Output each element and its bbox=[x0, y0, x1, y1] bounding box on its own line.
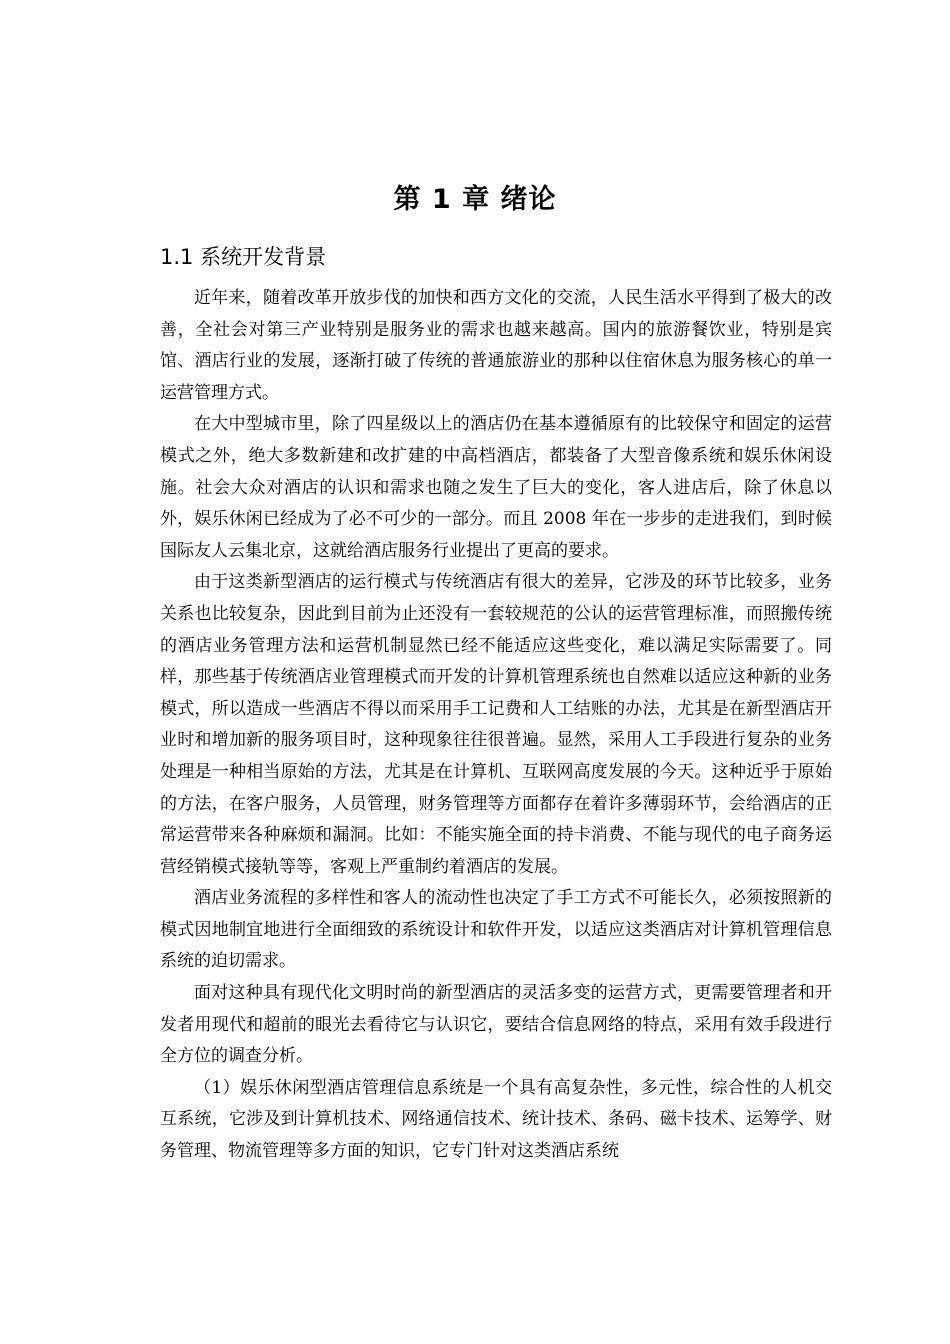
paragraph-6: （1）娱乐休闲型酒店管理信息系统是一个具有高复杂性，多元性，综合性的人机交互系统，它涉及到计算机技术、网络通信技术、统计技术、条码、磁卡技术、运筹学、财务管理、物流管理等多方面的知识，它专门针对这类酒店系统 bbox=[160, 1077, 832, 1162]
paragraph-4: 酒店业务流程的多样性和客人的流动性也决定了手工方式不可能长久，必须按照新的模式因地制宜地进行全面细致的系统设计和软件开发，以适应这类酒店对计算机管理信息系统的迫切需求。 bbox=[160, 888, 832, 972]
section-heading: 1.1 系统开发背景 bbox=[160, 245, 327, 269]
paragraph-3: 由于这类新型酒店的运行模式与传统酒店有很大的差异，它涉及的环节比较多，业务关系也比较复杂，因此到目前为止还没有一套较规范的公认的运营管理标准，而照搬传统的酒店业务管理方法和运营机制显然已经不能适应这些变化，难以满足实际需要了。同样，那些基于传统酒店业管理模式而开发的计算机管理系统也自然难以适应这种新的业务模式，所以造成一些酒店不得以而采用手工记费和人工结账的办法，尤其是在新型酒店开业时和增加新的服务项目时，这种现象往往很普遍。显然，采用人工手段进行复杂的业务处理是一种相当原始的方法，尤其是在计算机、互联网高度发展的今天。这种近乎于原始的方法，在客户服务，人员管理，财务管理等方面都存在着许多薄弱环节，会给酒店的正常运营带来各种麻烦和漏洞。比如：不能实施全面的持卡消费、不能与现代的电子商务运营经销模式接轨等等，客观上严重制约着酒店的发展。 bbox=[160, 572, 832, 877]
paragraph-5: 面对这种具有现代化文明时尚的新型酒店的灵活多变的运营方式，更需要管理者和开发者用现代和超前的眼光去看待它与认识它，要结合信息网络的特点，采用有效手段进行全方位的调查分析。 bbox=[160, 983, 832, 1067]
chapter-title: 第 1 章 绪论 bbox=[393, 184, 557, 215]
body-text bbox=[160, 283, 832, 1168]
paragraph-1: 近年来，随着改革开放步伐的加快和西方文化的交流，人民生活水平得到了极大的改善，全社会对第三产业特别是服务业的需求也越来越高。国内的旅游餐饮业，特别是宾馆、酒店行业的发展，逐渐打破了传统的普通旅游业的那种以住宿休息为服务核心的单一运营管理方式。 bbox=[160, 288, 832, 403]
paragraph-2: 在大中型城市里，除了四星级以上的酒店仍在基本遵循原有的比较保守和固定的运营模式之外，绝大多数新建和改扩建的中高档酒店，都装备了大型音像系统和娱乐休闲设施。社会大众对酒店的认识和需求也随之发生了巨大的变化，客人进店后，除了休息以外，娱乐休闲已经成为了必不可少的一部分。而且 2008 年在一步步的走进我们，到时候国际友人云集北京，这就给酒店服务行业提出了更高的要求。 bbox=[160, 414, 832, 561]
